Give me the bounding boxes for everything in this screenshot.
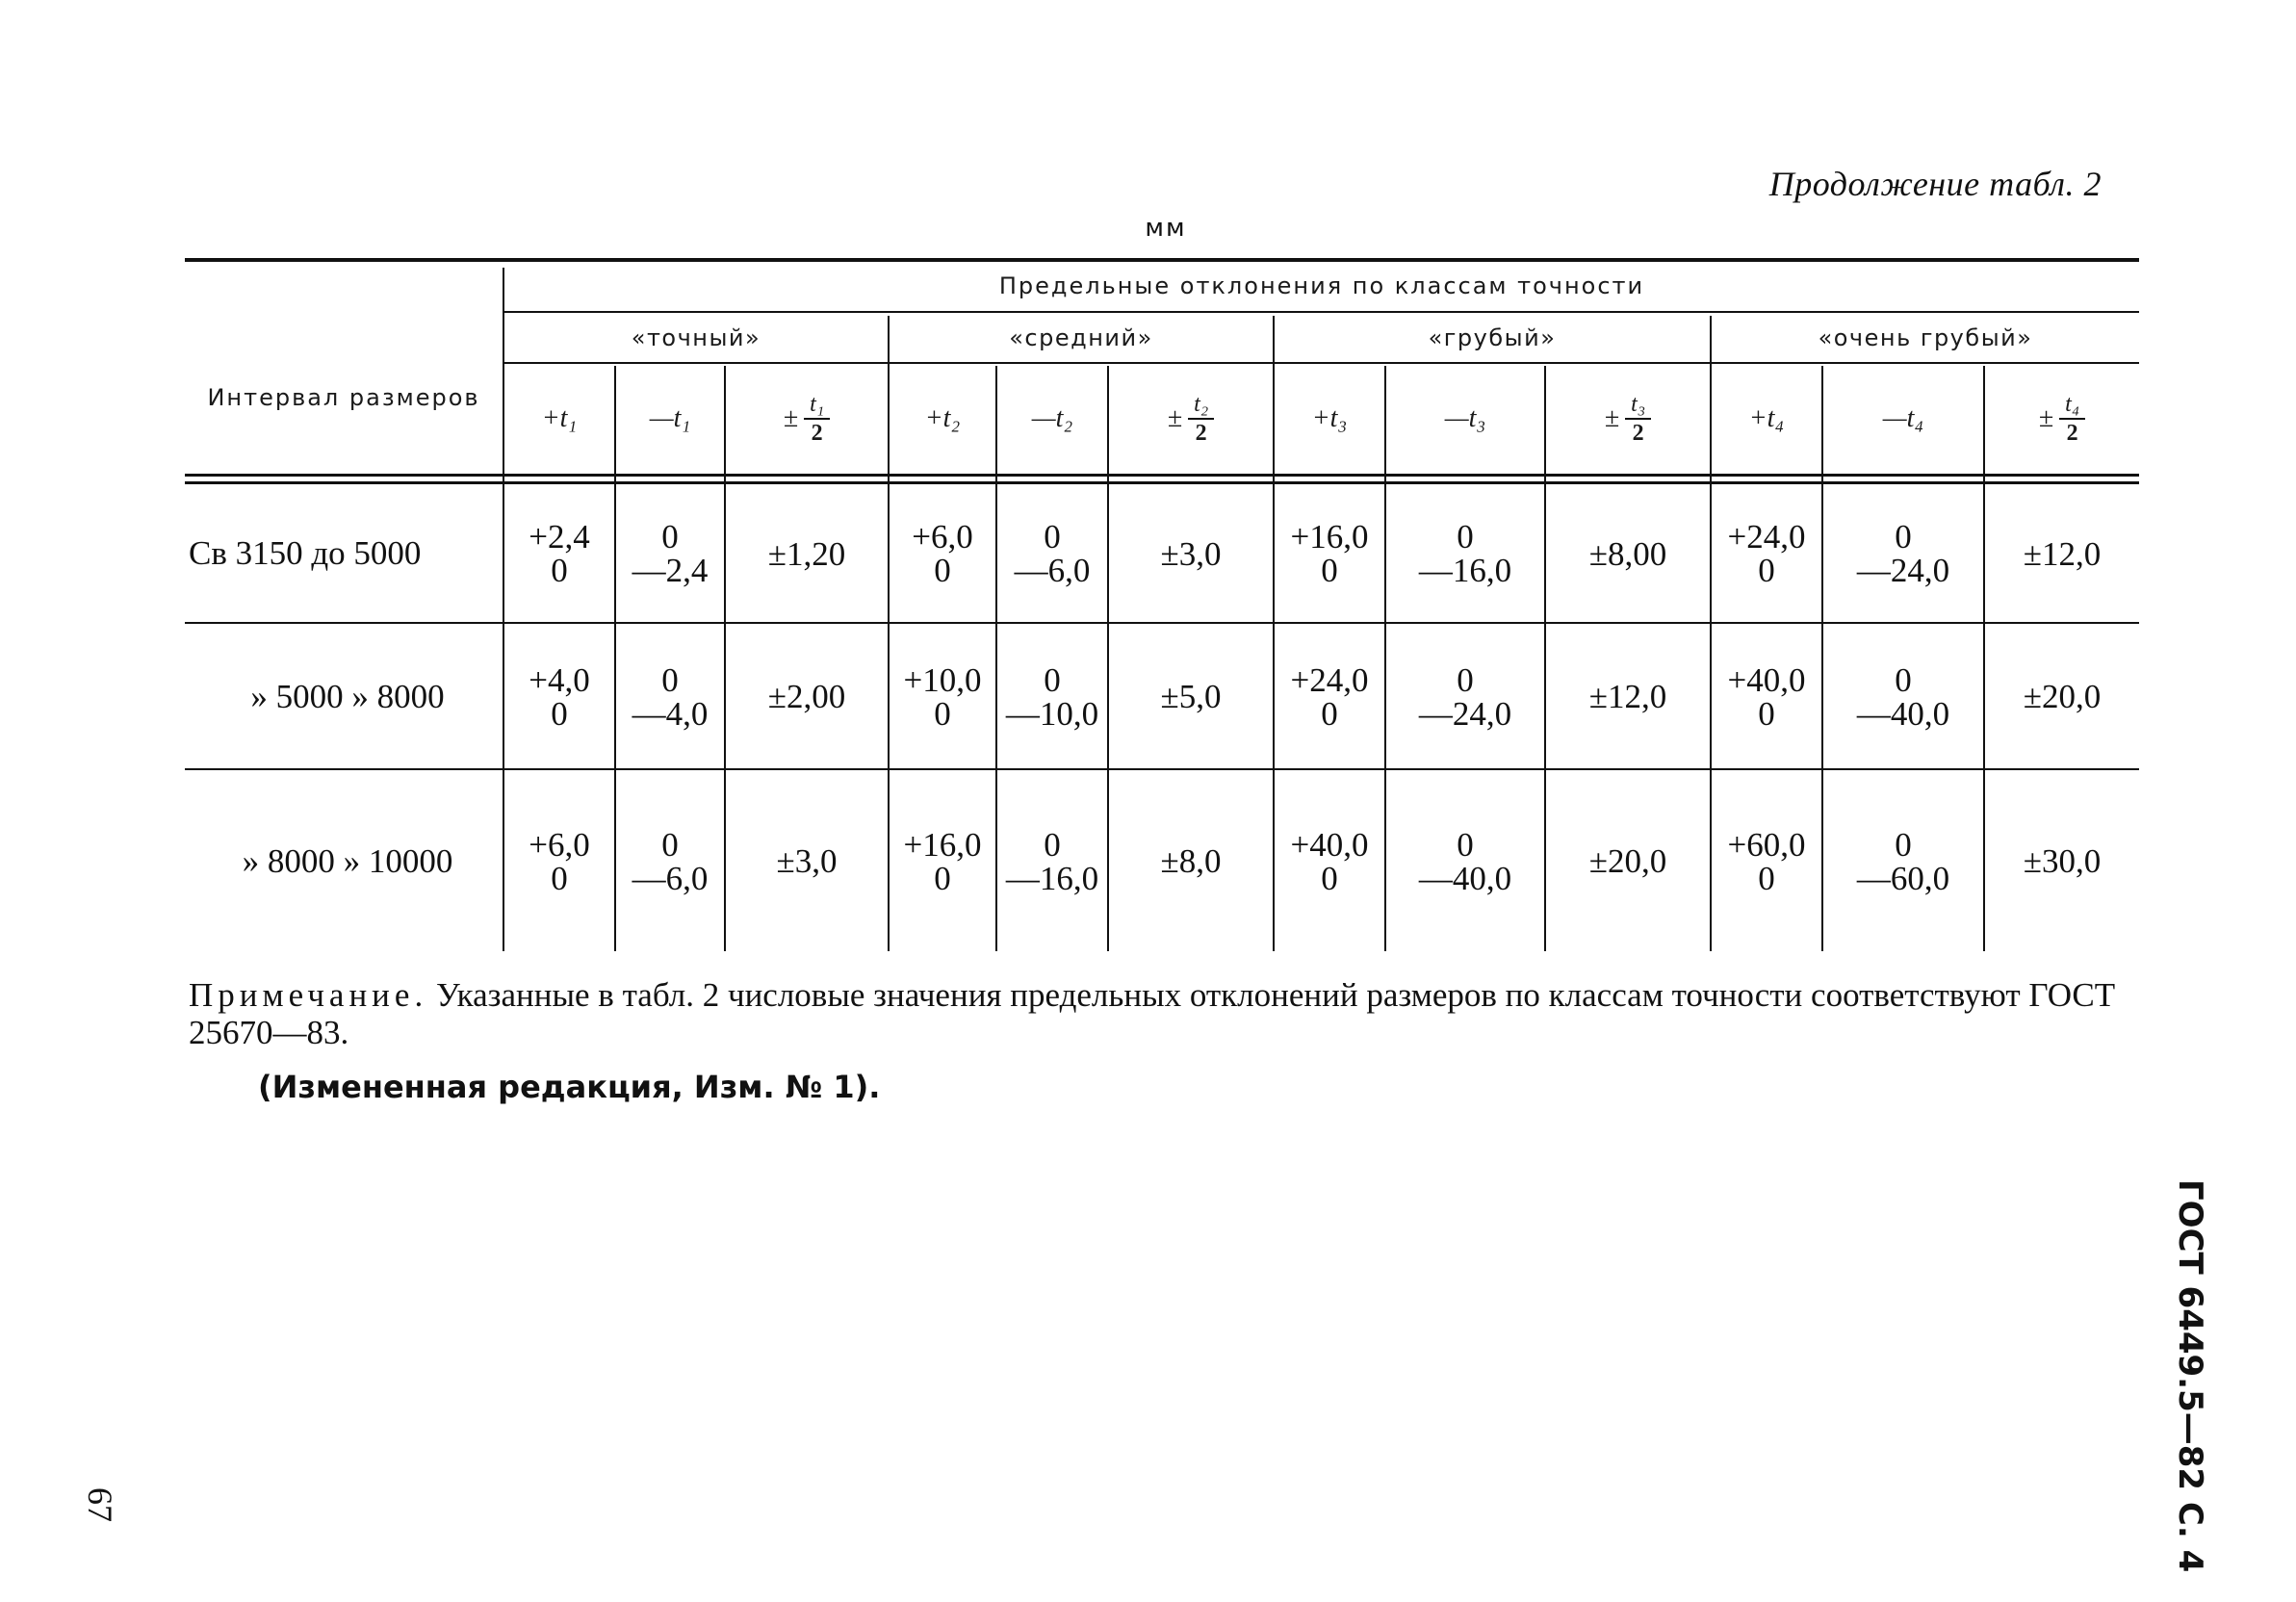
cell-value: 0: [934, 694, 951, 733]
fraction-denominator: 2: [1195, 421, 1207, 446]
symbol-half-t2: [1109, 366, 1273, 472]
cell-value: —4,0: [632, 694, 709, 733]
symbol-half-t4: [1985, 366, 2139, 472]
cell-value: 0: [1895, 518, 1912, 556]
table-cell: [616, 485, 724, 622]
cell-value: ±3,0: [1160, 534, 1222, 573]
cell-value: —2,4: [632, 552, 709, 589]
cell-value: 0: [1457, 825, 1474, 864]
table-cell: [1109, 485, 1273, 622]
fraction: [2059, 393, 2085, 445]
table-cell: [1546, 485, 1710, 622]
cell-value: ±20,0: [2023, 678, 2102, 715]
row-interval-label: » 8000 » 10000: [242, 841, 453, 880]
table-cell: [504, 485, 614, 622]
fraction-numerator: t₄: [2059, 393, 2085, 420]
fraction: [1188, 393, 1214, 445]
cell-value: 0: [1044, 825, 1061, 864]
table-cell: [1985, 485, 2139, 622]
cell-value: +4,0: [529, 660, 590, 699]
cell-value: 0: [1758, 694, 1775, 733]
cell-value: —24,0: [1856, 552, 1950, 589]
cell-value: —40,0: [1418, 859, 1512, 897]
group-header-rule: [503, 311, 2139, 313]
plus-minus-sign: ±: [2038, 403, 2054, 433]
cell-value: 0: [1321, 552, 1338, 589]
table-cell: [1823, 485, 1983, 622]
cell-value: +40,0: [1290, 825, 1369, 864]
note-text: Указанные в табл. 2 числовые значения предельных отклонений размеров по классам точности соответствуют ГОСТ 25670—83.: [189, 976, 2116, 1051]
units-label: мм: [1145, 214, 1187, 243]
cell-value: +6,0: [529, 825, 590, 864]
table-cell: [1386, 771, 1544, 951]
table-cell: [504, 625, 614, 768]
cell-value: 0: [551, 694, 568, 733]
row-divider-2: [185, 768, 2139, 770]
symbol-minus-t2: —t₂: [1031, 403, 1073, 433]
table-cell: [1985, 771, 2139, 951]
class-header-ochen-gruby: «очень грубый»: [1818, 324, 2033, 351]
table-cell: [1712, 771, 1821, 951]
cell-value: +2,4: [529, 518, 590, 556]
cell-value: ±2,00: [767, 678, 846, 715]
note-lead: Примечание.: [189, 976, 428, 1014]
table-cell: [616, 771, 724, 951]
table-cell: [1386, 485, 1544, 622]
cell-value: 0: [1321, 859, 1338, 897]
row-divider-1: [185, 622, 2139, 624]
table-note: [189, 977, 2137, 1051]
symbol-half-t1: [726, 366, 888, 472]
table-cell: [997, 485, 1107, 622]
table-cell: [1712, 625, 1821, 768]
plus-minus-sign: ±: [783, 403, 799, 433]
symbol-minus-t1: —t₁: [649, 403, 691, 433]
table-caption: Продолжение табл. 2: [1768, 165, 2102, 203]
cell-value: 0: [661, 660, 679, 699]
symbol-plus-t3: +t₃: [1311, 403, 1348, 433]
row-interval-label: Св 3150 до 5000: [189, 534, 422, 572]
cell-value: +16,0: [903, 825, 982, 864]
cell-value: 0: [551, 859, 568, 897]
class-header-rule: [503, 362, 2139, 364]
table-cell: [1823, 771, 1983, 951]
cell-value: 0: [661, 518, 679, 556]
symbol-plus-t1: +t₁: [541, 403, 578, 433]
cell-value: 0: [1457, 518, 1474, 556]
table-cell: [1546, 625, 1710, 768]
table-cell: [890, 771, 995, 951]
plus-minus-sign: ±: [1604, 403, 1620, 433]
cell-value: ±20,0: [1588, 842, 1667, 880]
cell-value: ±8,0: [1160, 842, 1222, 880]
fraction-denominator: 2: [1632, 421, 1644, 446]
cell-value: ±8,00: [1588, 534, 1667, 573]
table-cell: [616, 625, 724, 768]
cell-value: 0: [1895, 825, 1912, 864]
cell-value: —24,0: [1418, 694, 1512, 733]
cell-value: +16,0: [1290, 518, 1369, 556]
table-cell: [1823, 625, 1983, 768]
table-cell: [504, 771, 614, 951]
plus-minus-sign: ±: [1167, 403, 1183, 433]
tolerance-table: [185, 258, 2139, 951]
table-cell: [1546, 771, 1710, 951]
class-header-sredny: «средний»: [1009, 324, 1153, 351]
cell-value: 0: [1044, 660, 1061, 699]
cell-value: 0: [1758, 859, 1775, 897]
cell-value: 0: [1895, 660, 1912, 699]
cell-value: +6,0: [912, 518, 973, 556]
cell-value: 0: [1758, 552, 1775, 589]
table-cell: [1275, 771, 1384, 951]
cell-value: 0: [1457, 660, 1474, 699]
fraction-numerator: t₃: [1625, 393, 1651, 420]
symbol-plus-t2: +t₂: [924, 403, 961, 433]
fraction: [1625, 393, 1651, 445]
cell-value: ±1,20: [767, 534, 846, 573]
table-cell: [726, 771, 888, 951]
class-header-gruby: «грубый»: [1428, 324, 1557, 351]
cell-value: —10,0: [1005, 694, 1099, 733]
table-cell: [1275, 485, 1384, 622]
row-interval-label: » 5000 » 8000: [250, 677, 445, 715]
cell-value: 0: [934, 552, 951, 589]
cell-value: +24,0: [1290, 660, 1369, 699]
table-cell: [1275, 625, 1384, 768]
cell-value: —6,0: [632, 859, 709, 897]
cell-value: 0: [551, 552, 568, 589]
cell-value: +24,0: [1727, 518, 1806, 556]
running-header: ГОСТ 6449.5—82 С. 4: [2171, 1179, 2209, 1573]
symbol-minus-t4: —t₄: [1882, 403, 1924, 433]
cell-value: 0: [1044, 518, 1061, 556]
symbol-minus-t3: —t₃: [1444, 403, 1486, 433]
page-number: 67: [81, 1487, 119, 1522]
cell-value: ±3,0: [776, 842, 838, 880]
table-cell: [890, 625, 995, 768]
class-header-tochny: «точный»: [631, 324, 761, 351]
symbol-half-t3: [1546, 366, 1710, 472]
group-header: Предельные отклонения по классам точности: [998, 272, 1645, 299]
cell-value: —16,0: [1418, 552, 1512, 589]
table-cell: [1712, 485, 1821, 622]
edition-note: (Измененная редакция, Изм. № 1).: [258, 1069, 881, 1105]
table-cell: [890, 485, 995, 622]
fraction-numerator: t₁: [804, 393, 830, 420]
table-cell: [1109, 771, 1273, 951]
cell-value: +60,0: [1727, 825, 1806, 864]
fraction-denominator: 2: [2066, 421, 2078, 446]
cell-value: 0: [1321, 694, 1338, 733]
cell-value: 0: [934, 859, 951, 897]
cell-value: —60,0: [1856, 859, 1950, 897]
cell-value: ±12,0: [1588, 678, 1667, 715]
fraction: [804, 393, 830, 445]
table-cell: [997, 625, 1107, 768]
table-cell: [726, 485, 888, 622]
cell-value: ±12,0: [2023, 534, 2102, 573]
symbol-plus-t4: +t₄: [1748, 403, 1785, 433]
cell-value: —6,0: [1014, 552, 1091, 589]
fraction-denominator: 2: [811, 421, 823, 446]
header-double-rule-bottom: [185, 481, 2139, 484]
cell-value: +40,0: [1727, 660, 1806, 699]
fraction-numerator: t₂: [1188, 393, 1214, 420]
table-cell: [1985, 625, 2139, 768]
cell-value: 0: [661, 825, 679, 864]
table-cell: [997, 771, 1107, 951]
table-cell: [1109, 625, 1273, 768]
table-cell: [726, 625, 888, 768]
cell-value: +10,0: [903, 660, 982, 699]
table-cell: [1386, 625, 1544, 768]
row-header: Интервал размеров: [207, 384, 480, 411]
cell-value: ±5,0: [1160, 678, 1222, 715]
cell-value: —40,0: [1856, 694, 1950, 733]
cell-value: ±30,0: [2023, 842, 2102, 880]
cell-value: —16,0: [1005, 859, 1099, 897]
